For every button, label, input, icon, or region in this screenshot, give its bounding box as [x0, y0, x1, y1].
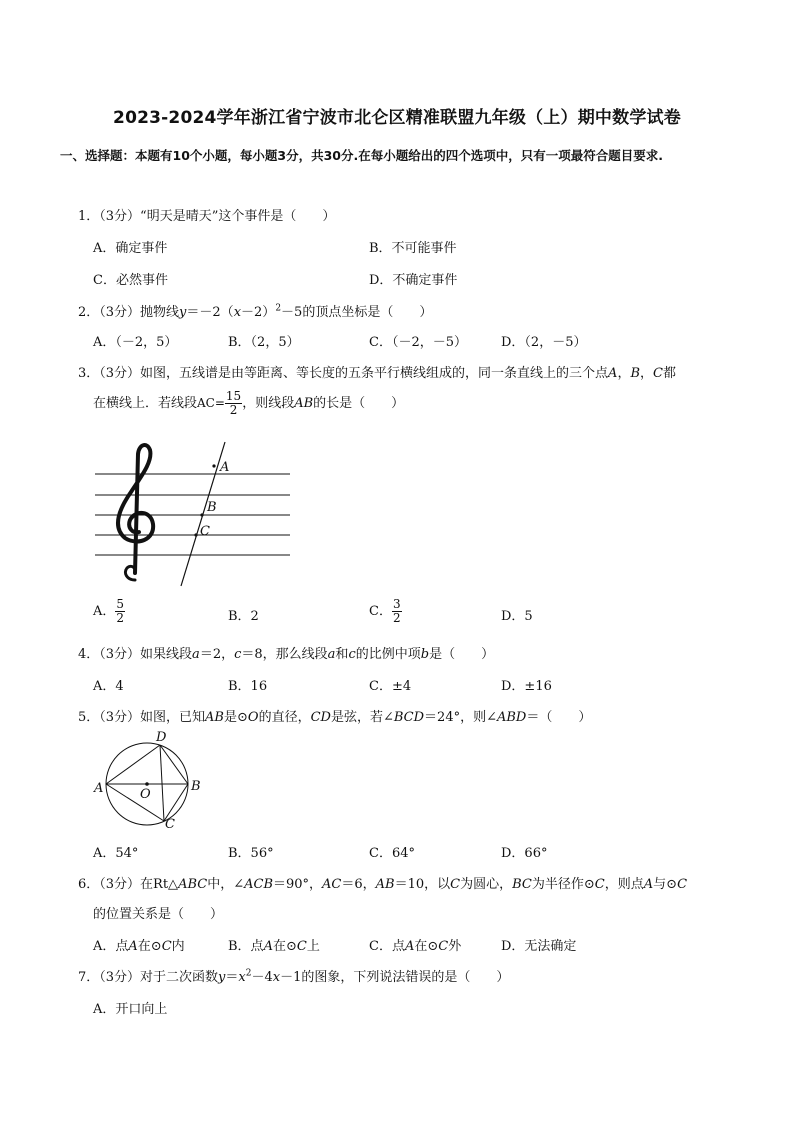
point-b-label: B	[207, 500, 217, 515]
q1-option-b: B．不可能事件	[369, 241, 457, 256]
circle-figure	[90, 730, 205, 830]
question-6-stem-line2: 的位置关系是（ ）	[93, 907, 224, 922]
circle-center-o-label: O	[140, 787, 151, 802]
question-3-stem-line2: 在横线上．若线段AC= $\frac{15}{2}$ ，则线段AB的长是（ ）	[93, 389, 405, 417]
question-6-stem-line1: 6．（3分）在Rt△ABC中，∠ACB＝90°，AC＝6，AB＝10，以C为圆心，BC为半径作⊙C，则点A与⊙C	[78, 877, 688, 892]
q5-option-b: B．56°	[228, 846, 274, 861]
staff-figure	[95, 440, 295, 590]
q6-option-b: B．点A在⊙C上	[228, 939, 320, 954]
q4-option-a: A．4	[93, 679, 124, 694]
q3-option-a: A． $\frac{5}{2}$	[93, 597, 125, 625]
q5-option-c: C．64°	[369, 846, 415, 861]
circle-point-d-label: D	[156, 730, 167, 745]
q5-option-a: A．54°	[93, 846, 139, 861]
section-heading: 一、选择题：本题有10个小题，每小题3分，共30分.在每小题给出的四个选项中，只有一项最符合题目要求.	[60, 148, 663, 163]
q6-option-d: D．无法确定	[501, 939, 577, 954]
question-5-stem: 5．（3分）如图，已知AB是⊙O的直径，CD是弦，若∠BCD＝24°，则∠ABD＝（ ）	[78, 710, 592, 725]
q2-option-c: C．（－2，－5）	[369, 335, 467, 350]
question-7-stem: 7．（3分）对于二次函数$y=x^2-4x-1$的图象，下列说法错误的是（ ）	[78, 968, 510, 985]
q6-option-c: C．点A在⊙C外	[369, 939, 462, 954]
q4-option-b: B．16	[228, 679, 268, 694]
q1-option-a: A．确定事件	[93, 241, 168, 256]
q2-option-a: A．（－2，5）	[93, 335, 178, 350]
question-1-stem: 1．（3分）“明天是晴天”这个事件是（ ）	[78, 209, 336, 224]
q5-option-d: D．66°	[501, 846, 548, 861]
circle-point-c-label: C	[165, 817, 175, 830]
question-4-stem: 4．（3分）如果线段a＝2，c＝8，那么线段a和c的比例中项b是（ ）	[78, 647, 495, 662]
q3-option-c: C． $\frac{3}{2}$	[369, 597, 401, 625]
q2-option-d: D．（2，－5）	[501, 335, 587, 350]
fraction-15-2: $\frac{15}{2}$	[225, 389, 242, 417]
q3-option-d: D．5	[501, 609, 533, 624]
point-c-label: C	[200, 524, 210, 539]
question-2-stem: 2．（3分）抛物线$y=-2(x-2)^2-5$的顶点坐标是（ ）	[78, 303, 433, 320]
q4-option-c: C．±4	[369, 679, 412, 694]
q1-option-d: D．不确定事件	[369, 273, 458, 288]
q3-option-b: B．2	[228, 609, 259, 624]
q2-option-b: B．（2，5）	[228, 335, 300, 350]
q4-option-d: D．±16	[501, 679, 552, 694]
page-title: 2023-2024学年浙江省宁波市北仑区精准联盟九年级（上）期中数学试卷	[113, 108, 681, 128]
circle-point-b-label: B	[191, 779, 201, 794]
circle-point-a-label: A	[94, 781, 104, 796]
q6-option-a: A．点A在⊙C内	[93, 939, 185, 954]
question-3-stem-line1: 3．（3分）如图，五线谱是由等距离、等长度的五条平行横线组成的，同一条直线上的三个点A，B，C都	[78, 366, 676, 381]
point-a-label: A	[220, 460, 230, 475]
q1-option-c: C．必然事件	[93, 273, 168, 288]
treble-clef-icon	[118, 445, 153, 580]
q7-option-a: A．开口向上	[93, 1002, 168, 1017]
